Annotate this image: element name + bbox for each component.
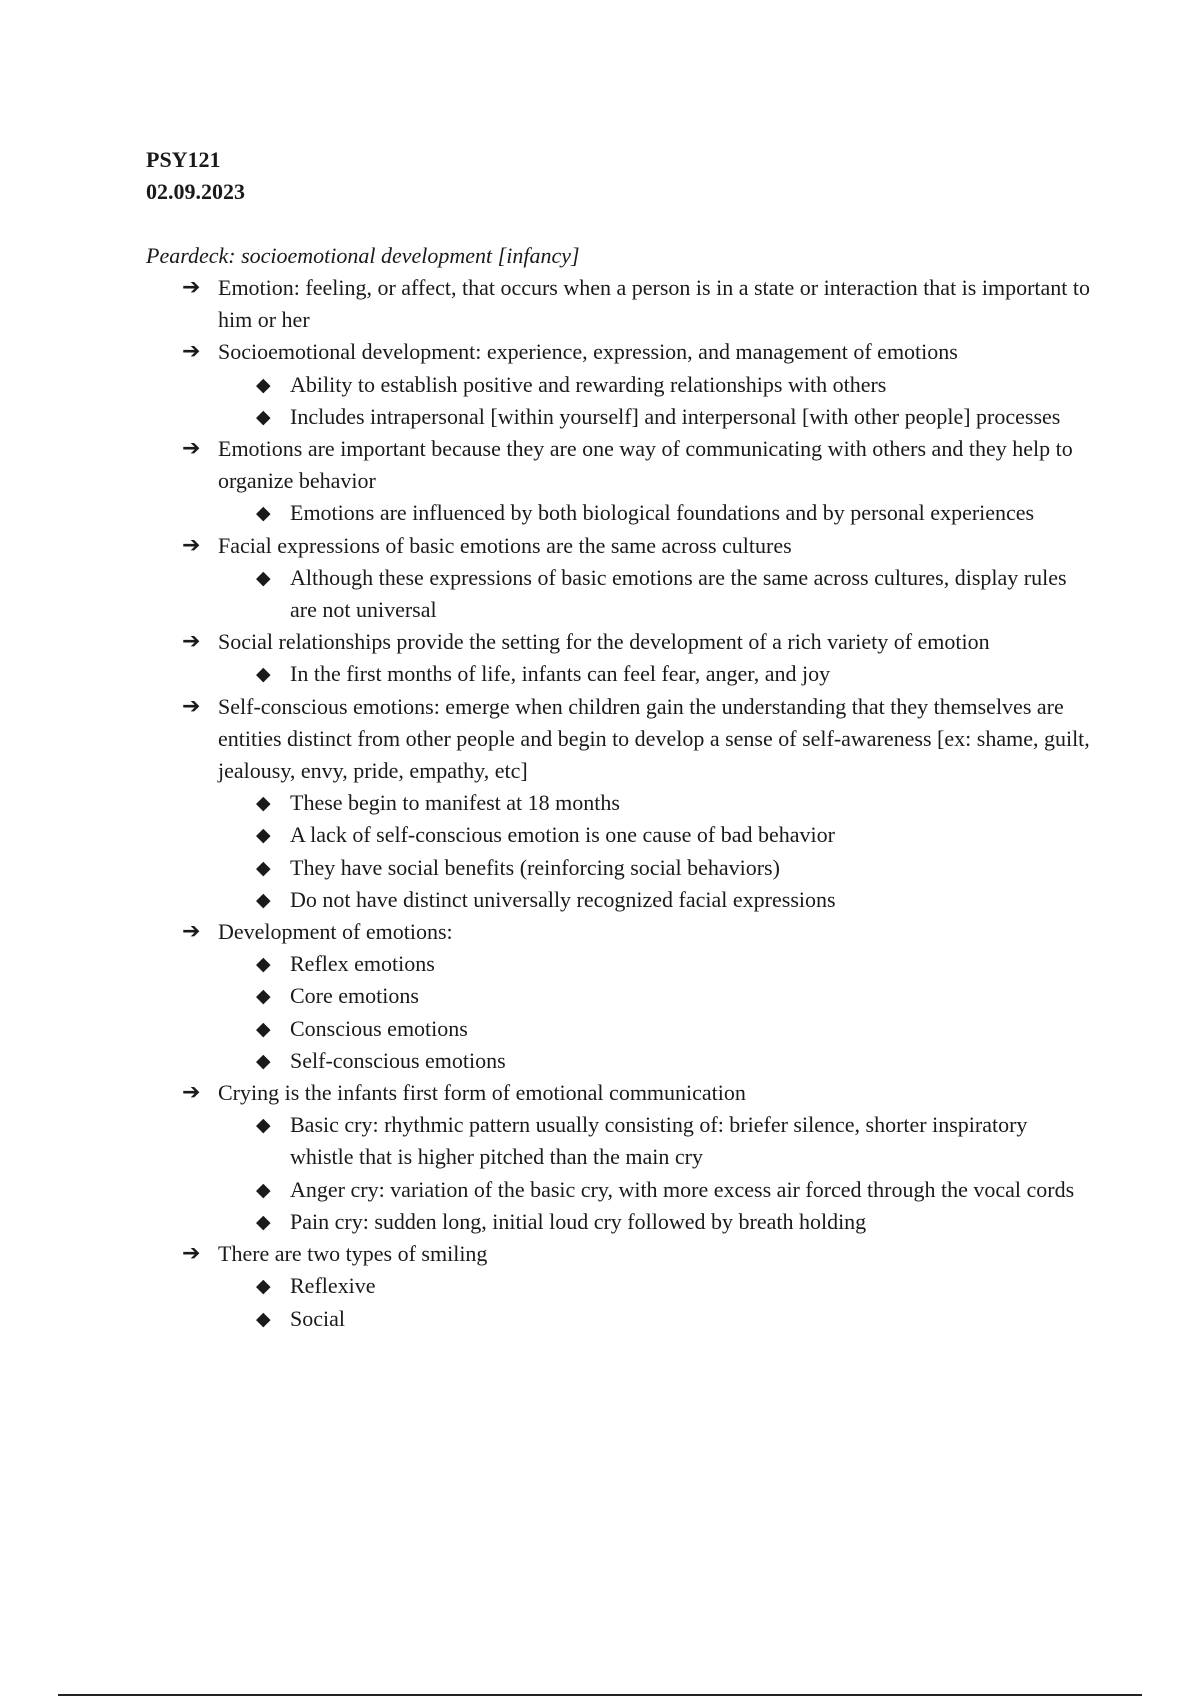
outline-item-text: Social relationships provide the setting for the development of a rich variety of emotion [218,629,990,655]
arrow-bullet-icon: ➔ [182,1241,201,1267]
arrow-bullet-icon: ➔ [182,919,201,945]
outline-item [146,336,1096,433]
sub-list [218,1109,1096,1238]
sub-item-text: Although these expressions of basic emotions are the same across cultures, display rules are not universal [290,564,1067,623]
sub-item-text: Do not have distinct universally recognized facial expressions [290,886,836,912]
outline-item [146,1077,1096,1238]
section-title: Peardeck: socioemotional development [infancy] [146,243,580,268]
sub-item [218,562,1096,626]
outline-item [146,626,1096,690]
sub-item [218,497,1096,529]
diamond-bullet-icon: ◆ [256,405,271,428]
diamond-bullet-icon: ◆ [256,888,271,911]
sub-item [218,658,1096,690]
sub-item-text: Pain cry: sudden long, initial loud cry followed by breath holding [290,1208,867,1234]
document-header [146,144,245,208]
diamond-bullet-icon: ◆ [256,856,271,879]
sub-item [218,1013,1096,1045]
sub-item-text: These begin to manifest at 18 months [290,790,620,816]
sub-item [218,980,1096,1012]
outline-item-text: There are two types of smiling [218,1241,488,1267]
sub-list [218,562,1096,626]
diamond-bullet-icon: ◆ [256,566,271,589]
outline-item [146,691,1096,916]
sub-item-text: Core emotions [290,983,419,1009]
arrow-bullet-icon: ➔ [182,339,201,365]
notes-outline [146,272,1096,1335]
sub-item-text: Reflexive [290,1273,376,1299]
sub-item-text: Emotions are influenced by both biological foundations and by personal experiences [290,500,1035,526]
outline-item-text: Development of emotions: [218,919,453,945]
sub-item [218,787,1096,819]
arrow-bullet-icon: ➔ [182,1080,201,1106]
note-date: 02.09.2023 [146,179,245,204]
sub-item [218,1045,1096,1077]
diamond-bullet-icon: ◆ [256,1307,271,1330]
sub-item-text: A lack of self-conscious emotion is one cause of bad behavior [290,822,835,848]
sub-item [218,819,1096,851]
diamond-bullet-icon: ◆ [256,824,271,847]
sub-item-text: Reflex emotions [290,951,435,977]
sub-item [218,369,1096,401]
arrow-bullet-icon: ➔ [182,693,201,719]
diamond-bullet-icon: ◆ [256,502,271,525]
diamond-bullet-icon: ◆ [256,663,271,686]
sub-item-text: Conscious emotions [290,1015,468,1041]
sub-item [218,1270,1096,1302]
outline-item [146,272,1096,336]
sub-item [218,1174,1096,1206]
diamond-bullet-icon: ◆ [256,1178,271,1201]
sub-item-text: Includes intrapersonal [within yourself] and interpersonal [with other people] processes [290,403,1061,429]
outline-item-text: Socioemotional development: experience, expression, and management of emotions [218,339,958,365]
outline-item-text: Emotion: feeling, or affect, that occurs when a person is in a state or interaction that is important to him or her [218,275,1091,333]
course-code: PSY121 [146,147,221,172]
outline-item-text: Facial expressions of basic emotions are the same across cultures [218,532,792,558]
sub-list [218,1270,1096,1334]
sub-item-text: Anger cry: variation of the basic cry, with more excess air forced through the vocal cords [290,1176,1075,1202]
outline-item [146,1238,1096,1335]
sub-item-text: They have social benefits (reinforcing social behaviors) [290,854,780,880]
arrow-bullet-icon: ➔ [182,275,201,300]
diamond-bullet-icon: ◆ [256,1114,271,1137]
diamond-bullet-icon: ◆ [256,1275,271,1298]
outline-item-text: Self-conscious emotions: emerge when children gain the understanding that they themselves are entities distinct from other people and begin to develop a sense of self-awareness [ex: shame, guilt, jealousy, envy, pride, empathy, etc] [218,693,1090,784]
arrow-bullet-icon: ➔ [182,532,201,558]
sub-item [218,884,1096,916]
sub-list [218,948,1096,1077]
sub-item [218,1109,1096,1173]
arrow-bullet-icon: ➔ [182,436,201,462]
diamond-bullet-icon: ◆ [256,792,271,815]
arrow-bullet-icon: ➔ [182,629,201,655]
sub-item [218,1206,1096,1238]
outline-item-text: Crying is the infants first form of emotional communication [218,1080,746,1106]
sub-list [218,497,1096,529]
diamond-bullet-icon: ◆ [256,1049,271,1072]
sub-item-text: Basic cry: rhythmic pattern usually consisting of: briefer silence, shorter inspiratory whistle that is higher pitched than the main cry [290,1112,1028,1170]
sub-list [218,369,1096,433]
sub-item [218,852,1096,884]
diamond-bullet-icon: ◆ [256,985,271,1008]
sub-list [218,787,1096,916]
sub-list [218,658,1096,690]
sub-item-text: Social [290,1305,345,1331]
sub-item-text: In the first months of life, infants can feel fear, anger, and joy [290,661,831,687]
sub-item-text: Ability to establish positive and rewarding relationships with others [290,371,887,397]
outline-item [146,530,1096,627]
diamond-bullet-icon: ◆ [256,373,271,396]
sub-item [218,1303,1096,1335]
page-bottom-rule [58,1694,1142,1696]
outline-item [146,433,1096,530]
sub-item-text: Self-conscious emotions [290,1047,506,1073]
sub-item [218,948,1096,980]
outline-item-text: Emotions are important because they are one way of communicating with others and they help to organize behavior [218,436,1073,494]
diamond-bullet-icon: ◆ [256,1017,271,1040]
diamond-bullet-icon: ◆ [256,953,271,976]
diamond-bullet-icon: ◆ [256,1210,271,1233]
outline-item [146,916,1096,1077]
sub-item [218,401,1096,433]
